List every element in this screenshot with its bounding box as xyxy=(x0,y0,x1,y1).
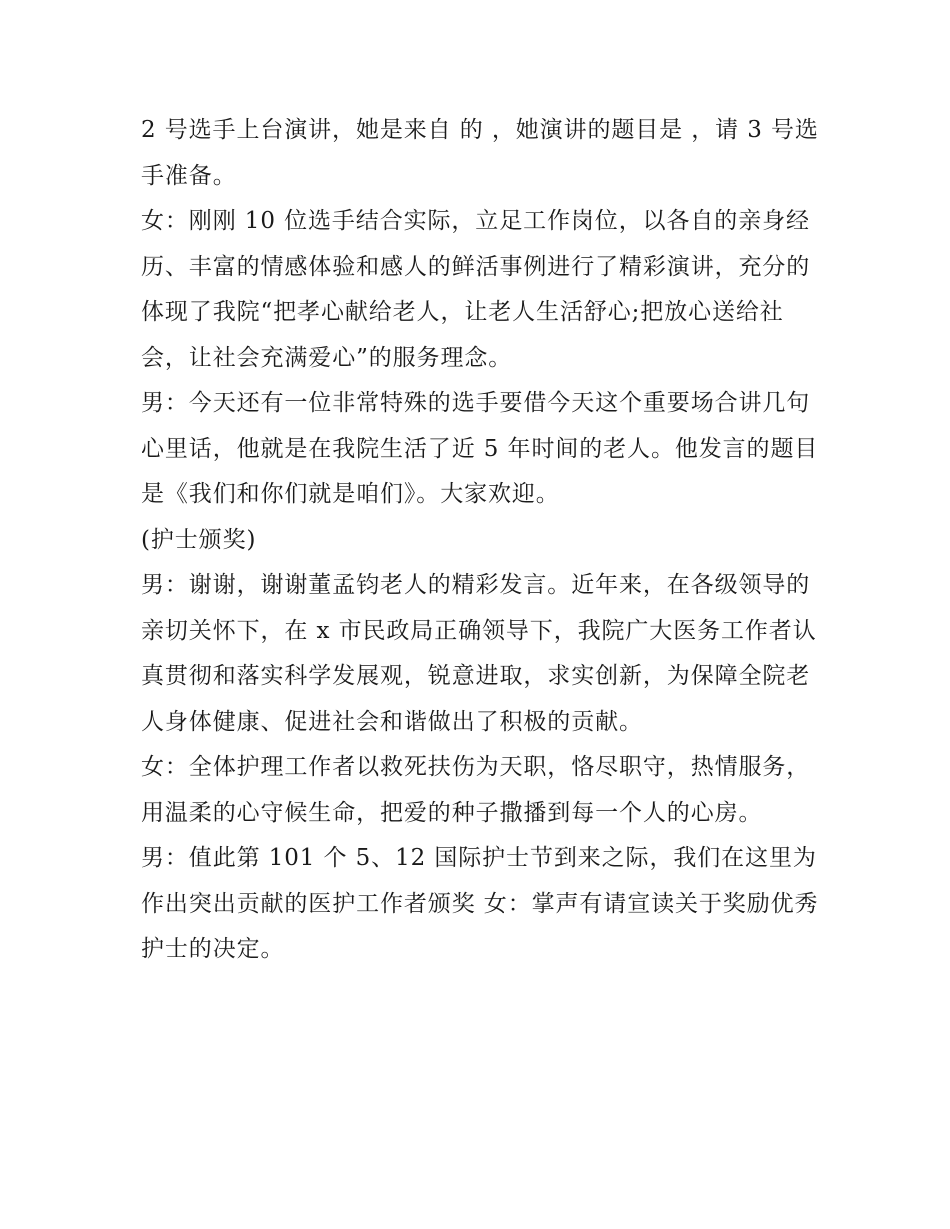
paragraph-7: 男：值此第 101 个 5、12 国际护士节到来之际，我们在这里为作出突出贡献的医护工作者颁奖 女：掌声有请宣读关于奖励优秀护士的决定。 xyxy=(141,845,819,962)
paragraph-6: 女：全体护理工作者以救死扶伤为天职，恪尽职守，热情服务，用温柔的心守候生命，把爱的种子撒播到每一个人的心房。 xyxy=(141,754,811,826)
paragraph-5: 男：谢谢，谢谢董孟钧老人的精彩发言。近年来，在各级领导的亲切关怀下，在 x 市民政局正确领导下，我院广大医务工作者认真贯彻和落实科学发展观，锐意进取，求实创新，为保障全院老人身体健康、促进社会和谐做出了积极的贡献。 xyxy=(141,572,817,735)
paragraph-1: 2 号选手上台演讲，她是来自 的 ，她演讲的题目是 ，请 3 号选手准备。 xyxy=(141,117,819,189)
document-body xyxy=(141,108,831,973)
paragraph-2: 女：刚刚 10 位选手结合实际，立足工作岗位，以各自的亲身经历、丰富的情感体验和感人的鲜活事例进行了精彩演讲，充分的体现了我院“把孝心献给老人，让老人生活舒心;把放心送给社会，让社会充满爱心”的服务理念。 xyxy=(141,208,811,371)
paragraph-4: (护士颁奖) xyxy=(141,526,257,553)
paragraph-3: 男：今天还有一位非常特殊的选手要借今天这个重要场合讲几句心里话，他就是在我院生活了近 5 年时间的老人。他发言的题目是《我们和你们就是咱们》。大家欢迎。 xyxy=(141,390,819,507)
